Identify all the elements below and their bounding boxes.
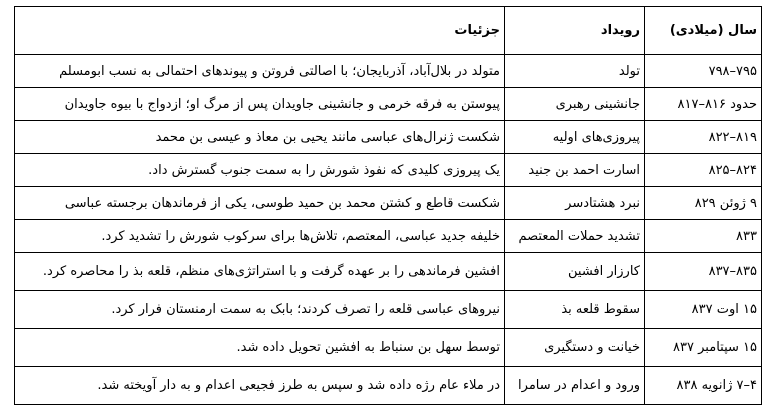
cell-year: ۷۹۵–۷۹۸ <box>645 55 762 88</box>
cell-detail: شکست ژنرال‌های عباسی مانند یحیی بن معاذ و عیسی بن محمد <box>15 121 505 154</box>
cell-detail: در ملاء عام رژه داده شد و سپس به طرز فجیعی اعدام و به دار آویخته شد. <box>15 367 505 405</box>
cell-year: حدود ۸۱۶–۸۱۷ <box>645 88 762 121</box>
cell-event: کارزار افشین <box>505 253 645 291</box>
cell-detail: شکست قاطع و کشتن محمد بن حمید طوسی، یکی از فرماندهان برجسته عباسی <box>15 187 505 220</box>
table-row <box>15 220 762 253</box>
cell-detail: نیروهای عباسی قلعه را تصرف کردند؛ بابک به سمت ارمنستان فرار کرد. <box>15 291 505 329</box>
cell-year: ۹ ژوئن ۸۲۹ <box>645 187 762 220</box>
table-header-row <box>15 7 762 55</box>
cell-event: تولد <box>505 55 645 88</box>
cell-event: سقوط قلعه بذ <box>505 291 645 329</box>
table-row <box>15 121 762 154</box>
cell-detail: توسط سهل بن سنباط به افشین تحویل داده شد. <box>15 329 505 367</box>
cell-detail: پیوستن به فرقه خرمی و جانشینی جاویدان پس از مرگ او؛ ازدواج با بیوه جاویدان <box>15 88 505 121</box>
cell-detail: خلیفه جدید عباسی، المعتصم، تلاش‌ها برای سرکوب شورش را تشدید کرد. <box>15 220 505 253</box>
cell-event: ورود و اعدام در سامرا <box>505 367 645 405</box>
table-row <box>15 187 762 220</box>
cell-year: ۴–۷ ژانویه ۸۳۸ <box>645 367 762 405</box>
cell-event: اسارت احمد بن جنید <box>505 154 645 187</box>
cell-detail: متولد در بلال‌آباد، آذربایجان؛ با اصالتی فروتن و پیوندهای احتمالی به نسب ابومسلم <box>15 55 505 88</box>
cell-year: ۸۲۴–۸۲۵ <box>645 154 762 187</box>
cell-detail: افشین فرماندهی را بر عهده گرفت و با استراتژی‌های منظم، قلعه بذ را محاصره کرد. <box>15 253 505 291</box>
cell-event: خیانت و دستگیری <box>505 329 645 367</box>
cell-event: پیروزی‌های اولیه <box>505 121 645 154</box>
cell-year: ۸۳۳ <box>645 220 762 253</box>
history-table <box>14 6 762 405</box>
table-row <box>15 253 762 291</box>
table-row <box>15 55 762 88</box>
cell-event: نبرد هشتادسر <box>505 187 645 220</box>
table-row <box>15 367 762 405</box>
table-row <box>15 291 762 329</box>
header-event: رویداد <box>505 7 645 55</box>
cell-year: ۸۳۵–۸۳۷ <box>645 253 762 291</box>
cell-year: ۱۵ سپتامبر ۸۳۷ <box>645 329 762 367</box>
cell-year: ۱۵ اوت ۸۳۷ <box>645 291 762 329</box>
cell-year: ۸۱۹–۸۲۲ <box>645 121 762 154</box>
table-row <box>15 329 762 367</box>
cell-event: تشدید حملات المعتصم <box>505 220 645 253</box>
header-detail: جزئیات <box>15 7 505 55</box>
cell-detail: یک پیروزی کلیدی که نفوذ شورش را به سمت جنوب گسترش داد. <box>15 154 505 187</box>
table-row <box>15 154 762 187</box>
cell-event: جانشینی رهبری <box>505 88 645 121</box>
header-year: سال (میلادی) <box>645 7 762 55</box>
table-row <box>15 88 762 121</box>
